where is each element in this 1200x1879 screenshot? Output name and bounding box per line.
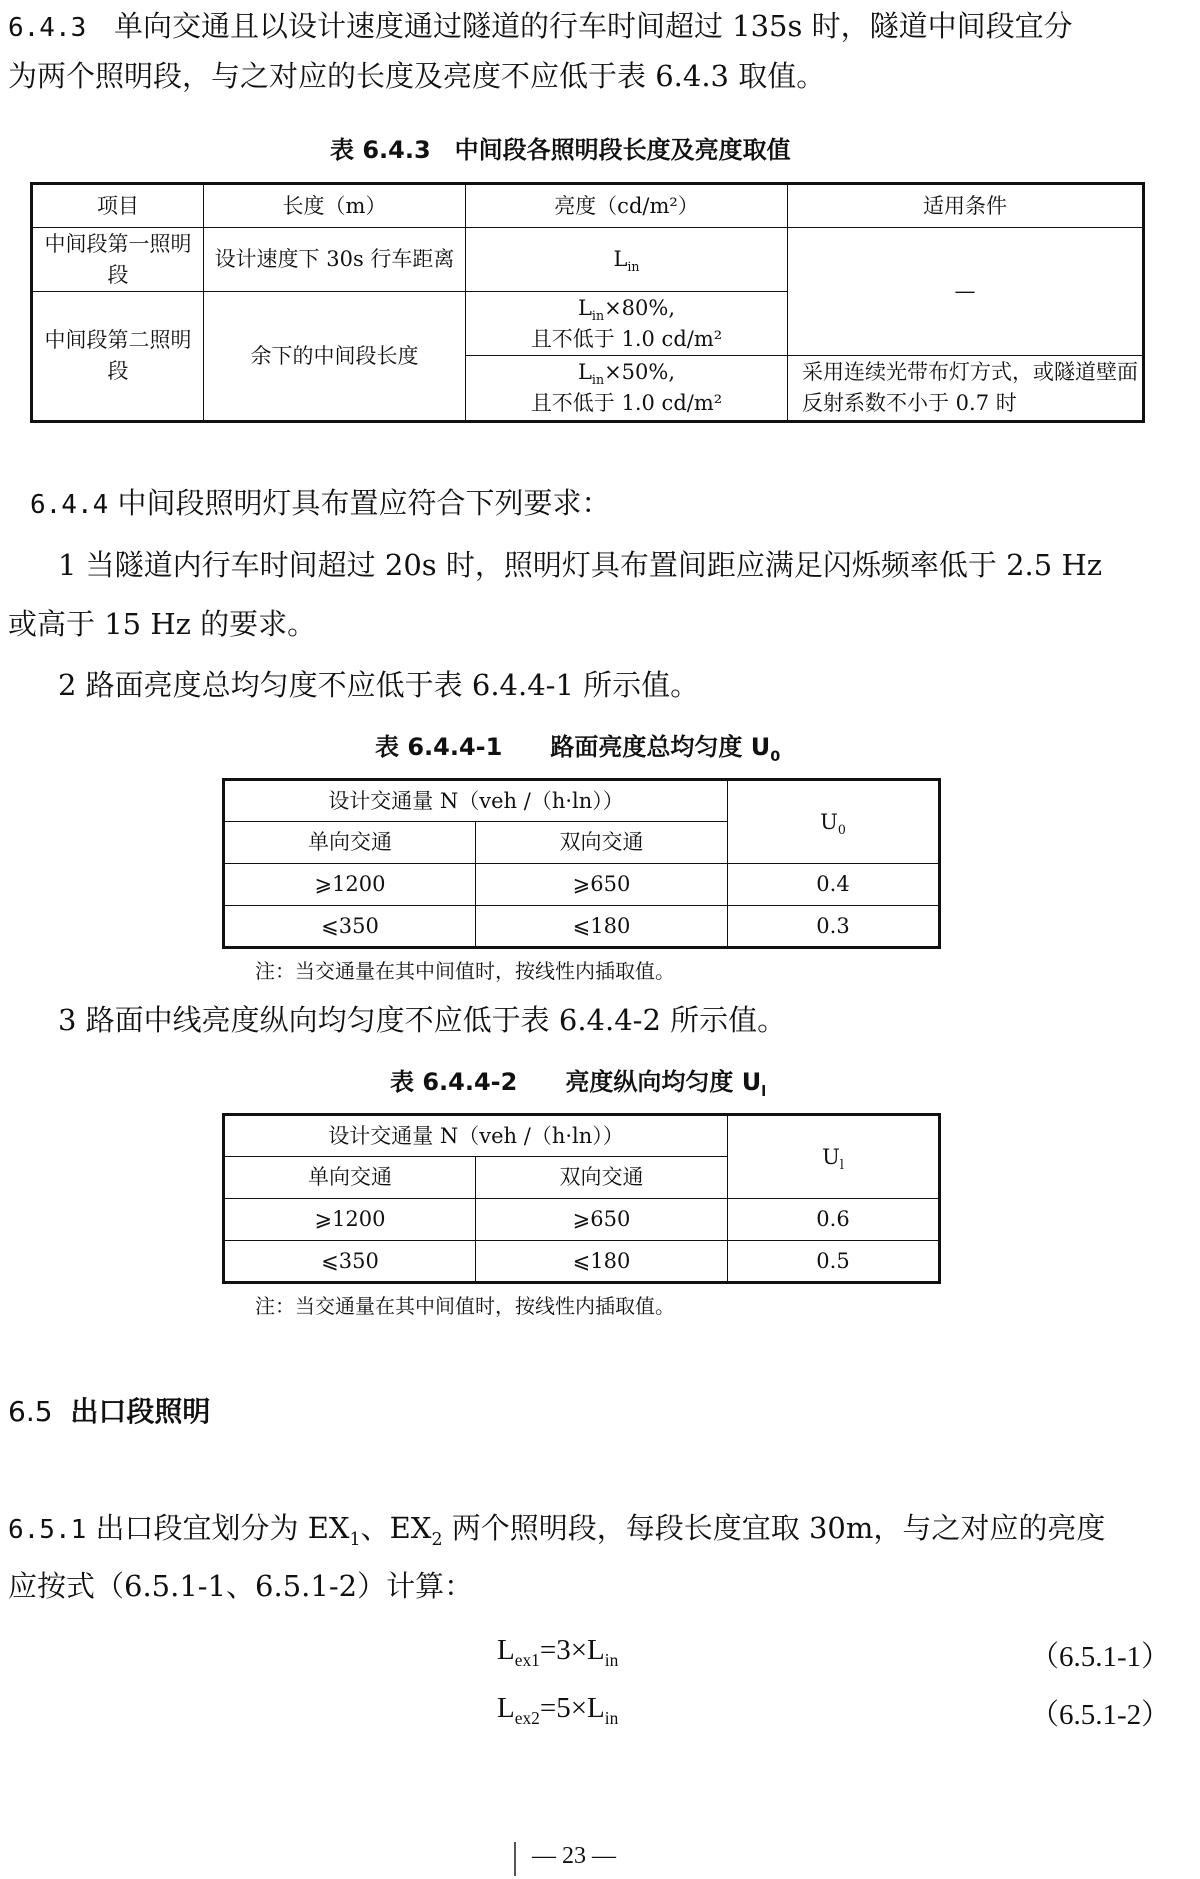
paragraph-6-5-1-line2: 应按式（6.5.1-1、6.5.1-2）计算： [8, 1569, 474, 1603]
table-6-4-3-caption: 表 6.4.3 中间段各照明段长度及亮度取值 [330, 136, 791, 164]
condition-cell: 采用连续光带布灯方式，或隧道壁面反射系数不小于 0.7 时 [788, 356, 1144, 422]
table-6-4-4-2 [222, 1113, 941, 1284]
table-6-4-3 [30, 182, 1145, 423]
table-cell: 0.3 [728, 906, 940, 948]
clause-6-4-4-item1-line1: 1 当隧道内行车时间超过 20s 时，照明灯具布置间距应满足闪烁频率低于 2.5 Hz [58, 548, 1103, 582]
condition-cell: — [788, 228, 1144, 356]
paragraph-6-4-3-line1: 6.4.3 单向交通且以设计速度通过隧道的行车时间超过 135s 时，隧道中间段宜分 [8, 9, 1073, 43]
table-note: 注：当交通量在其中间值时，按线性内插取值。 [255, 1294, 675, 1318]
clause-number: 6.5.1 [8, 1515, 87, 1545]
table-cell: ⩾1200 [224, 1199, 476, 1241]
table-cell: ⩾1200 [224, 864, 476, 906]
equation-label: （6.5.1-1） [1030, 1641, 1171, 1673]
clause-6-4-4-item1-line2: 或高于 15 Hz 的要求。 [8, 607, 317, 641]
table-cell: ⩽350 [224, 1241, 476, 1283]
header-cell: 双向交通 [476, 1157, 728, 1199]
item-cell: 中间段第二照明段 [32, 292, 204, 422]
clause-number: 6.4.3 [8, 13, 87, 43]
table-row [224, 864, 940, 906]
header-cell: 亮度（cd/m²） [466, 184, 788, 228]
length-cell: 设计速度下 30s 行车距离 [204, 228, 466, 292]
table-cell: ⩽350 [224, 906, 476, 948]
table-row [224, 906, 940, 948]
header-cell: $U_l$ [728, 1115, 940, 1199]
table-header-row [224, 780, 940, 822]
table-note: 注：当交通量在其中间值时，按线性内插取值。 [255, 959, 675, 983]
header-cell: 项目 [32, 184, 204, 228]
group-header-cell: 设计交通量 N（veh /（h·ln）） [224, 780, 728, 822]
luminance-cell: $L_{in}\times 50\%$, 且不低于 1.0 cd/m² [466, 356, 788, 422]
page-divider [514, 1842, 516, 1876]
table-cell: ⩾650 [476, 1199, 728, 1241]
table-6-4-4-1-caption: 表 6.4.4-1 路面亮度总均匀度 $U_0$ [375, 733, 781, 765]
table-row [32, 228, 1144, 292]
header-cell: 适用条件 [788, 184, 1144, 228]
header-cell: 双向交通 [476, 822, 728, 864]
clause-6-4-4-item3: 3 路面中线亮度纵向均匀度不应低于表 6.4.4-2 所示值。 [58, 1003, 787, 1037]
header-cell: 单向交通 [224, 822, 476, 864]
paragraph-6-5-1-line1: 6.5.1 出口段宜划分为 $EX_1$、$EX_2$ 两个照明段，每段长度宜取 30m，与之对应的亮度 [8, 1511, 1106, 1550]
equation-lex2: $L_{ex2}=5\times L_{in}$ [497, 1692, 619, 1728]
luminance-cell: $L_{in}$ [466, 228, 788, 292]
table-row [224, 1199, 940, 1241]
equation-lex1: $L_{ex1}=3\times L_{in}$ [497, 1634, 619, 1670]
item-cell: 中间段第一照明段 [32, 228, 204, 292]
header-cell: 长度（m） [204, 184, 466, 228]
paragraph-6-4-3-line2: 为两个照明段，与之对应的长度及亮度不应低于表 6.4.3 取值。 [8, 59, 826, 93]
table-cell: ⩽180 [476, 1241, 728, 1283]
table-header-row [224, 1115, 940, 1157]
table-cell: ⩽180 [476, 906, 728, 948]
length-cell: 余下的中间段长度 [204, 292, 466, 422]
table-row [224, 1241, 940, 1283]
header-cell: $U_0$ [728, 780, 940, 864]
table-cell: 0.6 [728, 1199, 940, 1241]
table-header-row [32, 184, 1144, 228]
clause-6-4-4-item2: 2 路面亮度总均匀度不应低于表 6.4.4-1 所示值。 [58, 668, 700, 702]
clause-number: 6.4.4 [30, 490, 109, 520]
table-cell: 0.4 [728, 864, 940, 906]
table-6-4-4-2-caption: 表 6.4.4-2 亮度纵向均匀度 $U_l$ [390, 1068, 767, 1100]
header-cell: 单向交通 [224, 1157, 476, 1199]
luminance-cell: $L_{in}\times 80\%$, 且不低于 1.0 cd/m² [466, 292, 788, 356]
equation-label: （6.5.1-2） [1030, 1699, 1171, 1731]
table-cell: ⩾650 [476, 864, 728, 906]
clause-6-4-4-title: 6.4.4 中间段照明灯具布置应符合下列要求： [30, 486, 611, 520]
table-cell: 0.5 [728, 1241, 940, 1283]
group-header-cell: 设计交通量 N（veh /（h·ln）） [224, 1115, 728, 1157]
table-6-4-4-1 [222, 778, 941, 949]
section-heading-6-5: 6.5 出口段照明 [8, 1395, 211, 1428]
page-number: — 23 — [532, 1843, 616, 1869]
